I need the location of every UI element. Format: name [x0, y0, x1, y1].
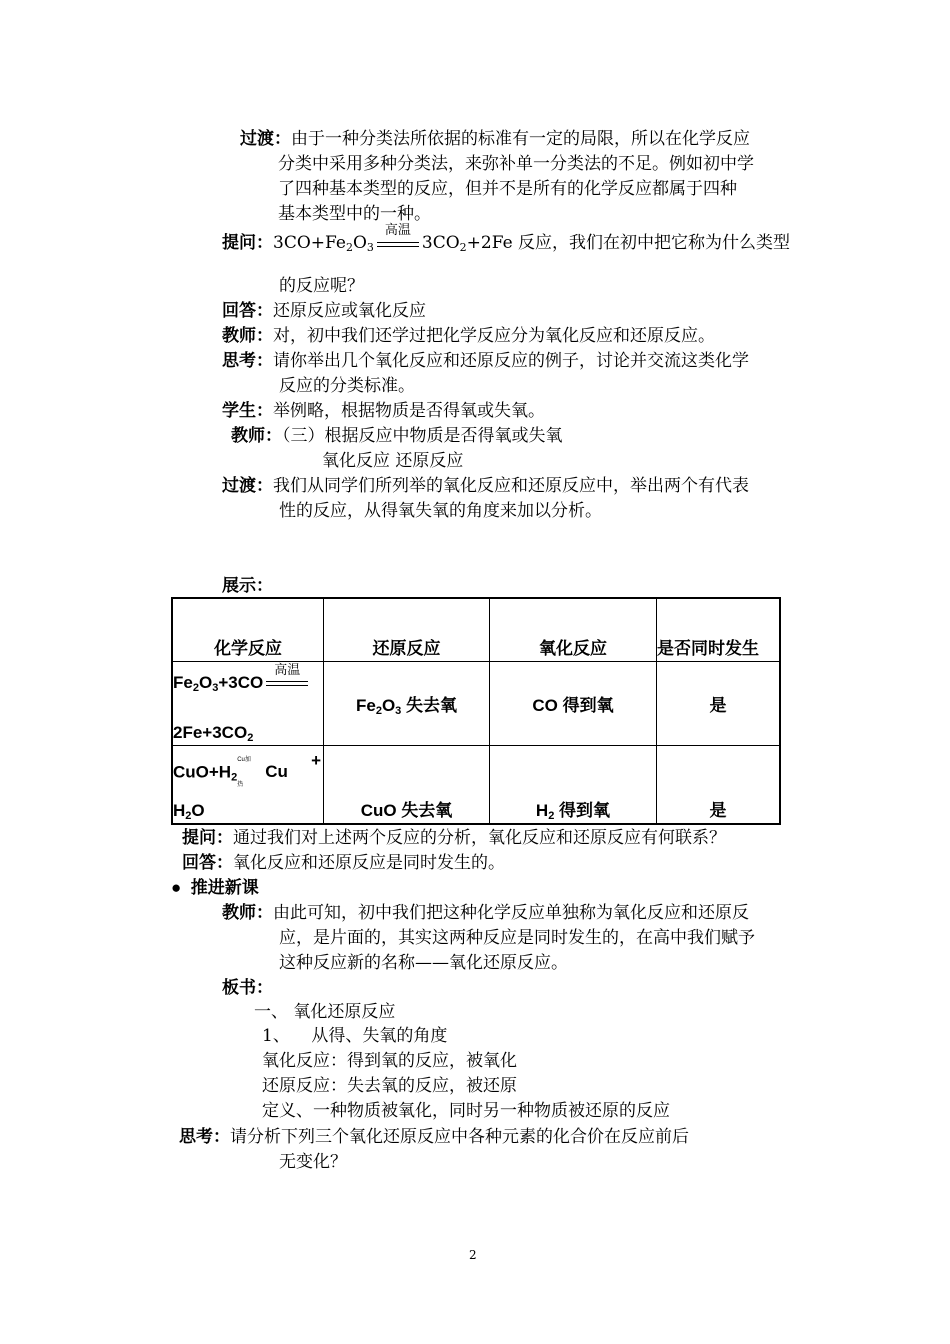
board-line-oxidation: 氧化反应：得到氧的反应，被氧化	[262, 1051, 517, 1071]
answer-paragraph-1: 回答：还原反应或氧化反应	[222, 301, 426, 321]
student-paragraph: 学生：举例略，根据物质是否得氧或失氧。	[222, 401, 545, 421]
table-row	[172, 661, 780, 745]
transition-label: 过渡：	[240, 129, 291, 148]
simultaneous-cell: 是	[657, 661, 781, 745]
reaction-cell: $CuO+H_2Cu$加热Cu + $H_2O$	[172, 745, 324, 824]
think-paragraph-2: 思考：请分析下列三个氧化还原反应中各种元素的化合价在反应前后 无变化？	[179, 1127, 689, 1172]
reaction-condition-arrow: 高温	[266, 676, 308, 690]
table-row	[172, 745, 780, 824]
header-cell: 是否同时发生	[657, 598, 781, 661]
teacher-paragraph-2: 教师：（三）根据反应中物质是否得氧或失氧 氧化反应 还原反应	[231, 426, 563, 471]
question-paragraph-1-line2: 的反应呢？	[279, 276, 364, 296]
header-cell: 还原反应	[324, 598, 490, 661]
transition-paragraph-2: 过渡：我们从同学们所列举的氧化反应和还原反应中，举出两个有代表 性的反应，从得氧失氧的角度来加以分析。	[222, 476, 749, 521]
oxidation-cell: CO 得到氧	[490, 661, 657, 745]
board-heading-2: 1、 从得、失氧的角度	[262, 1026, 448, 1046]
show-label: 展示：	[222, 576, 273, 595]
question-paragraph-2: 提问：通过我们对上述两个反应的分析，氧化反应和还原反应有何联系？	[182, 828, 726, 848]
board-line-reduction: 还原反应：失去氧的反应，被还原	[262, 1076, 517, 1096]
answer-paragraph-2: 回答：氧化反应和还原反应是同时发生的。	[182, 853, 505, 873]
table-header-row	[172, 598, 780, 661]
bullet-icon: ●	[171, 878, 182, 897]
oxidation-cell: $H_2$ 得到氧	[490, 745, 657, 824]
simultaneous-cell: 是	[657, 745, 781, 824]
question-paragraph-1: 提问：$3CO+Fe_2O_3$ 高温 $3CO_2+2Fe$ 反应，我们在初中把它称为什么类型	[222, 222, 791, 254]
equation: $3CO+Fe_2O_3$ 高温 $3CO_2+2Fe$	[273, 222, 513, 254]
reaction-table	[171, 597, 781, 825]
board-heading-1: 一、 氧化还原反应	[254, 1002, 396, 1022]
teacher-paragraph-1: 教师：对，初中我们还学过把化学反应分为氧化反应和还原反应。	[222, 326, 715, 346]
reduction-cell: CuO 失去氧	[324, 745, 490, 824]
reduction-cell: $Fe_2O_3$ 失去氧	[324, 661, 490, 745]
board-line-definition: 定义、一种物质被氧化，同时另一种物质被还原的反应	[262, 1101, 670, 1121]
reaction-cell: $Fe_2O_3+3CO$ 高温 $2Fe+3CO_2$	[172, 661, 324, 745]
teacher-paragraph-3: 教师：由此可知，初中我们把这种化学反应单独称为氧化反应和还原反 应，是片面的，其实这两种反应是同时发生的，在高中我们赋予 这种反应新的名称——氧化还原反应。	[222, 903, 755, 973]
header-cell: 氧化反应	[490, 598, 657, 661]
question-label: 提问：	[222, 233, 273, 252]
section-heading: ● 推进新课	[171, 878, 259, 897]
think-paragraph-1: 思考：请你举出几个氧化反应和还原反应的例子，讨论并交流这类化学 反应的分类标准。	[222, 351, 749, 396]
header-cell: 化学反应	[172, 598, 324, 661]
reaction-condition-arrow: 高温	[377, 237, 419, 251]
page-number: 2	[469, 1248, 477, 1262]
transition-paragraph-1: 过渡：由于一种分类法所依据的标准有一定的局限，所以在化学反应 分类中采用多种分类法，来弥补单一分类法的不足。例如初中学 了四种基本类型的反应，但并不是所有的化学反应都属于四种 基本类型中的一种。	[240, 129, 754, 224]
board-label: 板书：	[222, 978, 273, 997]
